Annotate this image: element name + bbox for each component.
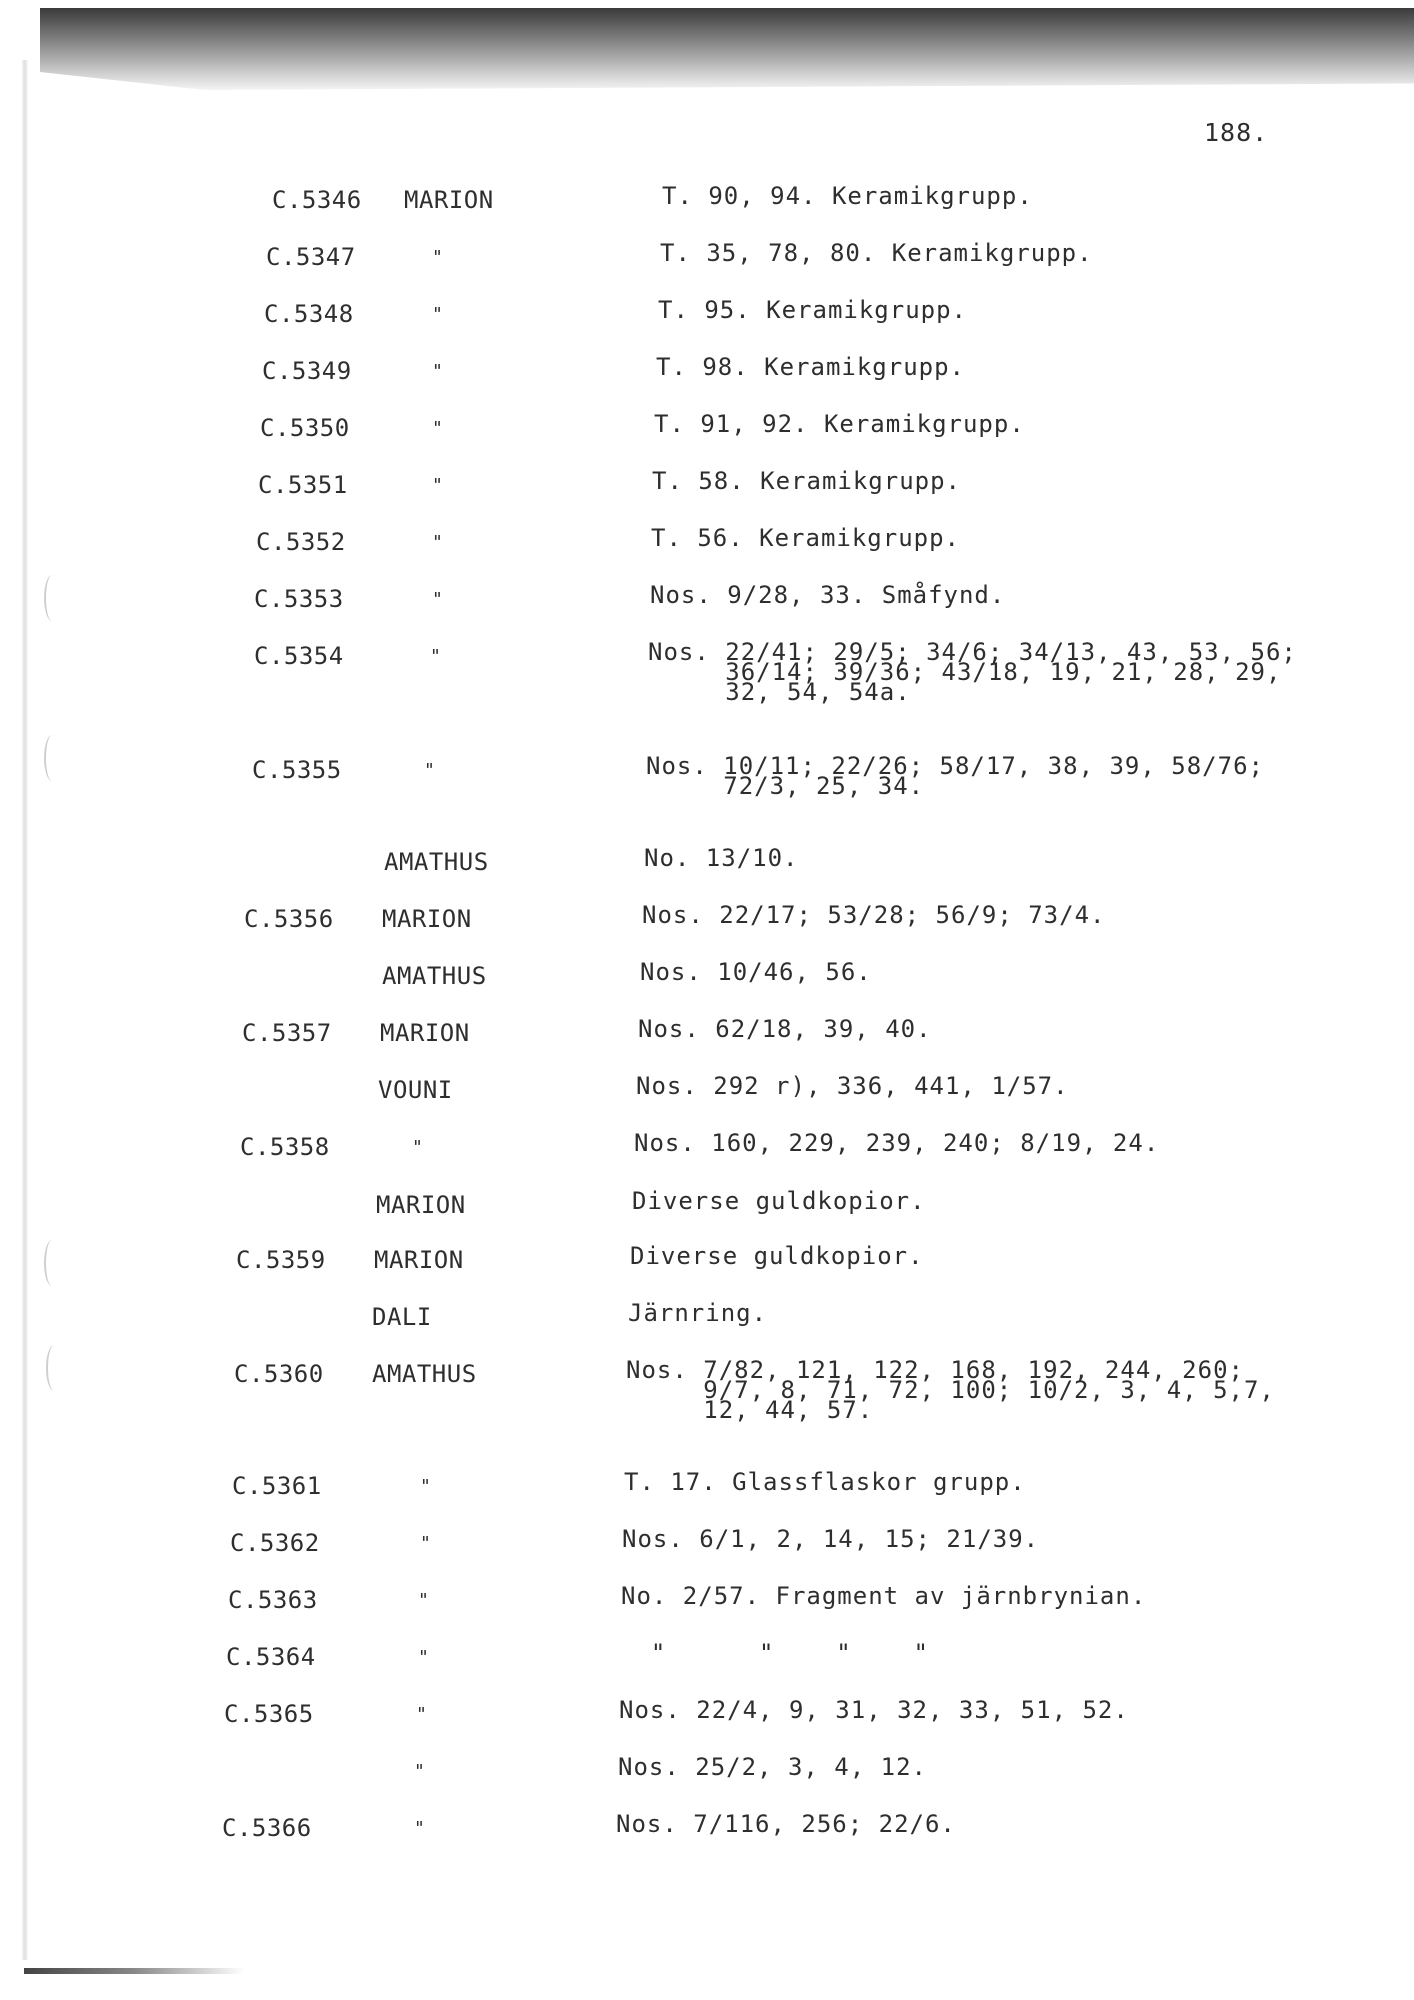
catalog-number: C.5349 [262, 357, 352, 385]
site-name: MARION [382, 905, 472, 933]
description-line: Nos. 22/4, 9, 31, 32, 33, 51, 52. [619, 1696, 1129, 1724]
scan-edge-left [22, 60, 28, 1960]
item-description [651, 524, 960, 552]
site-name: MARION [380, 1019, 470, 1047]
description-line: Nos. 10/46, 56. [640, 958, 872, 986]
item-description [638, 1015, 932, 1043]
item-description [654, 410, 1025, 438]
punch-hole [44, 575, 60, 621]
site-ditto-mark: " [416, 1704, 428, 1725]
item-description [640, 958, 872, 986]
description-line: No. 13/10. [644, 844, 799, 872]
description-line: Nos. 6/1, 2, 14, 15; 21/39. [622, 1525, 1040, 1553]
item-description [650, 581, 1006, 609]
item-description [648, 638, 1297, 706]
description-line: 12, 44, 57. [626, 1396, 874, 1424]
item-description [646, 752, 1264, 800]
catalog-number: C.5352 [256, 528, 346, 556]
item-description [630, 1242, 924, 1270]
description-line: Nos. 10/11; 22/26; 58/17, 38, 39, 58/76; [646, 752, 1264, 780]
catalog-number: C.5363 [228, 1586, 318, 1614]
site-name: AMATHUS [372, 1360, 477, 1388]
item-description [618, 1753, 927, 1781]
site-ditto-mark: " [432, 361, 444, 382]
site-ditto-mark: " [432, 247, 444, 268]
site-ditto-mark: " [418, 1590, 430, 1611]
site-ditto-mark: " [418, 1647, 430, 1668]
description-line: T. 98. Keramikgrupp. [656, 353, 965, 381]
site-ditto-mark: " [412, 1137, 424, 1158]
description-line: " " " " [620, 1639, 929, 1667]
site-ditto-mark: " [432, 304, 444, 325]
catalog-number: C.5361 [232, 1472, 322, 1500]
site-name: MARION [404, 186, 494, 214]
description-line: T. 58. Keramikgrupp. [652, 467, 961, 495]
description-line: Järnring. [628, 1299, 768, 1327]
scan-shadow-top [40, 8, 1414, 90]
catalog-number: C.5365 [224, 1700, 314, 1728]
item-description [619, 1696, 1129, 1724]
description-line: Nos. 160, 229, 239, 240; 8/19, 24. [634, 1129, 1160, 1157]
description-line: 36/14; 39/36; 43/18, 19, 21, 28, 29, [648, 658, 1282, 686]
catalog-number: C.5353 [254, 585, 344, 613]
description-line: Nos. 7/82, 121, 122, 168, 192, 244, 260; [626, 1356, 1244, 1384]
item-description [652, 467, 961, 495]
page-number: 188. [1204, 118, 1269, 147]
site-name: MARION [374, 1246, 464, 1274]
item-description [622, 1525, 1040, 1553]
catalog-number: C.5366 [222, 1814, 312, 1842]
site-ditto-mark: " [420, 1476, 432, 1497]
catalog-number: C.5347 [266, 243, 356, 271]
description-line: Diverse guldkopior. [632, 1187, 926, 1215]
description-line: 72/3, 25, 34. [646, 772, 925, 800]
punch-hole [44, 1240, 60, 1286]
site-ditto-mark: " [432, 532, 444, 553]
catalog-number: C.5358 [240, 1133, 330, 1161]
site-name: DALI [372, 1303, 432, 1331]
item-description [616, 1810, 956, 1838]
site-ditto-mark: " [432, 418, 444, 439]
item-description [620, 1639, 929, 1667]
catalog-number: C.5351 [258, 471, 348, 499]
description-line: Nos. 292 r), 336, 441, 1/57. [636, 1072, 1069, 1100]
punch-hole [46, 1345, 62, 1391]
catalog-number: C.5362 [230, 1529, 320, 1557]
item-description [656, 353, 965, 381]
item-description [626, 1356, 1275, 1424]
site-name: VOUNI [378, 1076, 453, 1104]
description-line: 32, 54, 54a. [648, 678, 911, 706]
catalog-number: C.5346 [272, 186, 362, 214]
site-name: AMATHUS [384, 848, 489, 876]
description-line: Nos. 25/2, 3, 4, 12. [618, 1753, 927, 1781]
site-ditto-mark: " [430, 646, 442, 667]
item-description [621, 1582, 1147, 1610]
description-line: Nos. 22/17; 53/28; 56/9; 73/4. [642, 901, 1106, 929]
site-ditto-mark: " [414, 1818, 426, 1839]
catalog-number: C.5357 [242, 1019, 332, 1047]
catalog-number: C.5359 [236, 1246, 326, 1274]
description-line: T. 95. Keramikgrupp. [658, 296, 967, 324]
site-name: MARION [376, 1191, 466, 1219]
catalog-number: C.5348 [264, 300, 354, 328]
description-line: Nos. 9/28, 33. Småfynd. [650, 581, 1006, 609]
site-ditto-mark: " [424, 760, 436, 781]
site-ditto-mark: " [420, 1533, 432, 1554]
description-line: T. 90, 94. Keramikgrupp. [662, 182, 1033, 210]
site-ditto-mark: " [432, 589, 444, 610]
description-line: Diverse guldkopior. [630, 1242, 924, 1270]
catalog-number: C.5364 [226, 1643, 316, 1671]
item-description [660, 239, 1093, 267]
catalog-number: C.5355 [252, 756, 342, 784]
item-description [658, 296, 967, 324]
catalog-number: C.5354 [254, 642, 344, 670]
site-ditto-mark: " [432, 475, 444, 496]
item-description [628, 1299, 768, 1327]
item-description [632, 1187, 926, 1215]
description-line: T. 56. Keramikgrupp. [651, 524, 960, 552]
scan-edge-bottom [24, 1968, 244, 1974]
catalog-number: C.5356 [244, 905, 334, 933]
description-line: Nos. 7/116, 256; 22/6. [616, 1810, 956, 1838]
punch-hole [44, 735, 60, 781]
catalog-number: C.5360 [234, 1360, 324, 1388]
description-line: Nos. 62/18, 39, 40. [638, 1015, 932, 1043]
description-line: T. 91, 92. Keramikgrupp. [654, 410, 1025, 438]
item-description [644, 844, 799, 872]
catalog-number: C.5350 [260, 414, 350, 442]
item-description [636, 1072, 1069, 1100]
item-description [624, 1468, 1026, 1496]
item-description [642, 901, 1106, 929]
site-name: AMATHUS [382, 962, 487, 990]
description-line: 9/7, 8, 71, 72, 100; 10/2, 3, 4, 5,7, [626, 1376, 1275, 1404]
item-description [634, 1129, 1160, 1157]
description-line: T. 17. Glassflaskor grupp. [624, 1468, 1026, 1496]
description-line: Nos. 22/41; 29/5; 34/6; 34/13, 43, 53, 56; [648, 638, 1297, 666]
description-line: T. 35, 78, 80. Keramikgrupp. [660, 239, 1093, 267]
item-description [662, 182, 1033, 210]
description-line: No. 2/57. Fragment av järnbrynian. [621, 1582, 1147, 1610]
site-ditto-mark: " [414, 1761, 426, 1782]
